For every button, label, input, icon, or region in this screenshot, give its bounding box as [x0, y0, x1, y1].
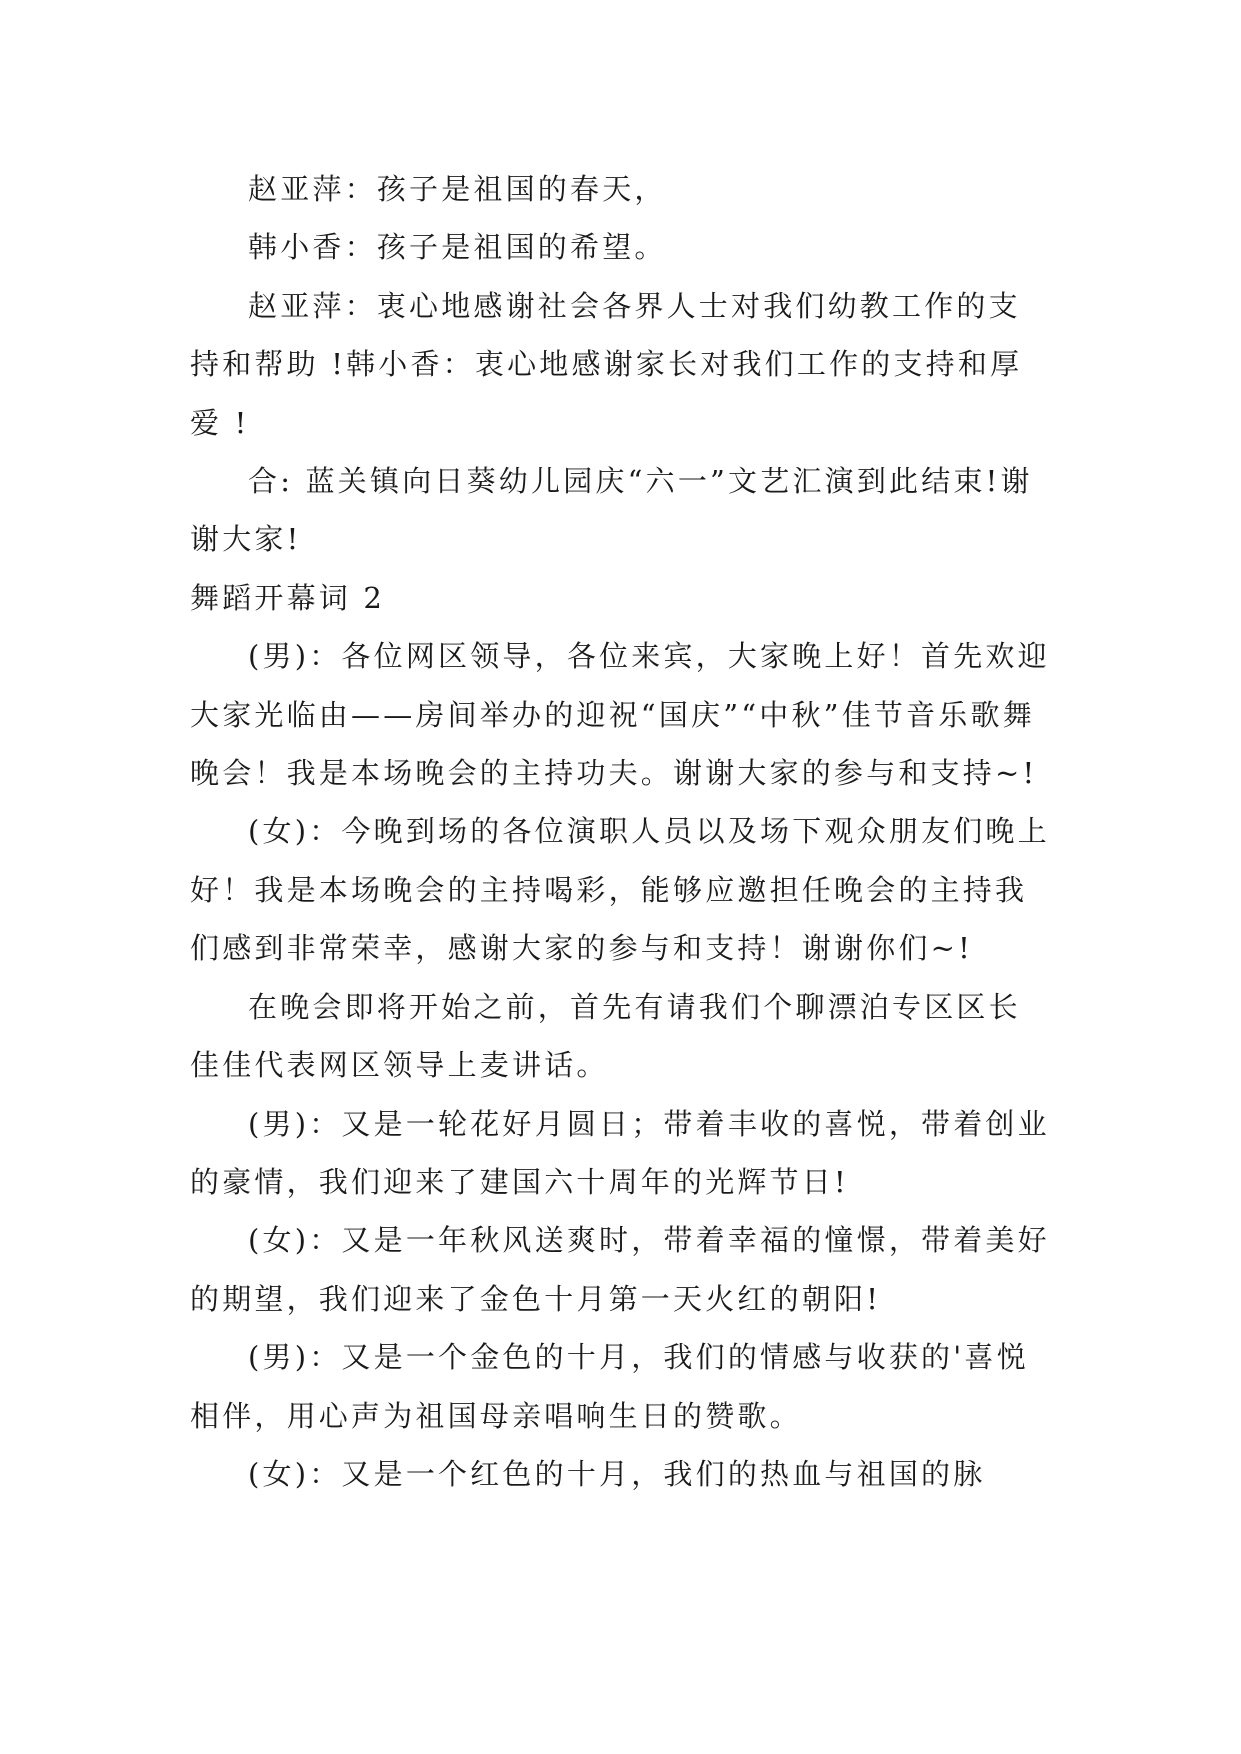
paragraph: (女)：今晚到场的各位演职人员以及场下观众朋友们晚上好！我是本场晚会的主持喝彩，能够应邀担任晚会的主持我们感到非常荣幸，感谢大家的参与和支持！谢谢你们~!: [190, 814, 1050, 966]
paragraph: 在晚会即将开始之前，首先有请我们个聊漂泊专区区长佳佳代表网区领导上麦讲话。: [190, 989, 1021, 1083]
paragraph: (男)：又是一轮花好月圆日；带着丰收的喜悦，带着创业的豪情，我们迎来了建国六十周年的光辉节日!: [190, 1106, 1050, 1199]
paragraph: 赵亚萍：孩子是祖国的春天，: [248, 172, 667, 206]
paragraph: (女)：又是一年秋风送爽时，带着幸福的憧憬，带着美好的期望，我们迎来了金色十月第一天火红的朝阳!: [190, 1223, 1050, 1316]
paragraph: (女)：又是一个红色的十月，我们的热血与祖国的脉: [248, 1456, 986, 1491]
paragraph: 韩小香：孩子是祖国的希望。: [248, 230, 667, 265]
paragraph: 合: 蓝关镇向日葵幼儿园庆“六一”文艺汇演到此结束!谢谢大家!: [190, 464, 1033, 557]
paragraph: (男)：又是一个金色的十月，我们的情感与收获的'喜悦相伴，用心声为祖国母亲唱响生日的赞歌。: [190, 1340, 1029, 1433]
paragraph: (男)：各位网区领导，各位来宾，大家晚上好！首先欢迎大家光临由——房间举办的迎祝“国庆”“中秋”佳节音乐歌舞晚会！我是本场晚会的主持功夫。谢谢大家的参与和支持~!: [190, 639, 1050, 791]
document-body: [190, 160, 1050, 1503]
section-heading: 舞蹈开幕词 2: [190, 580, 386, 615]
paragraph: 赵亚萍：衷心地感谢社会各界人士对我们幼教工作的支持和帮助 !韩小香：衷心地感谢家长对我们工作的支持和厚爱 !: [190, 288, 1023, 440]
